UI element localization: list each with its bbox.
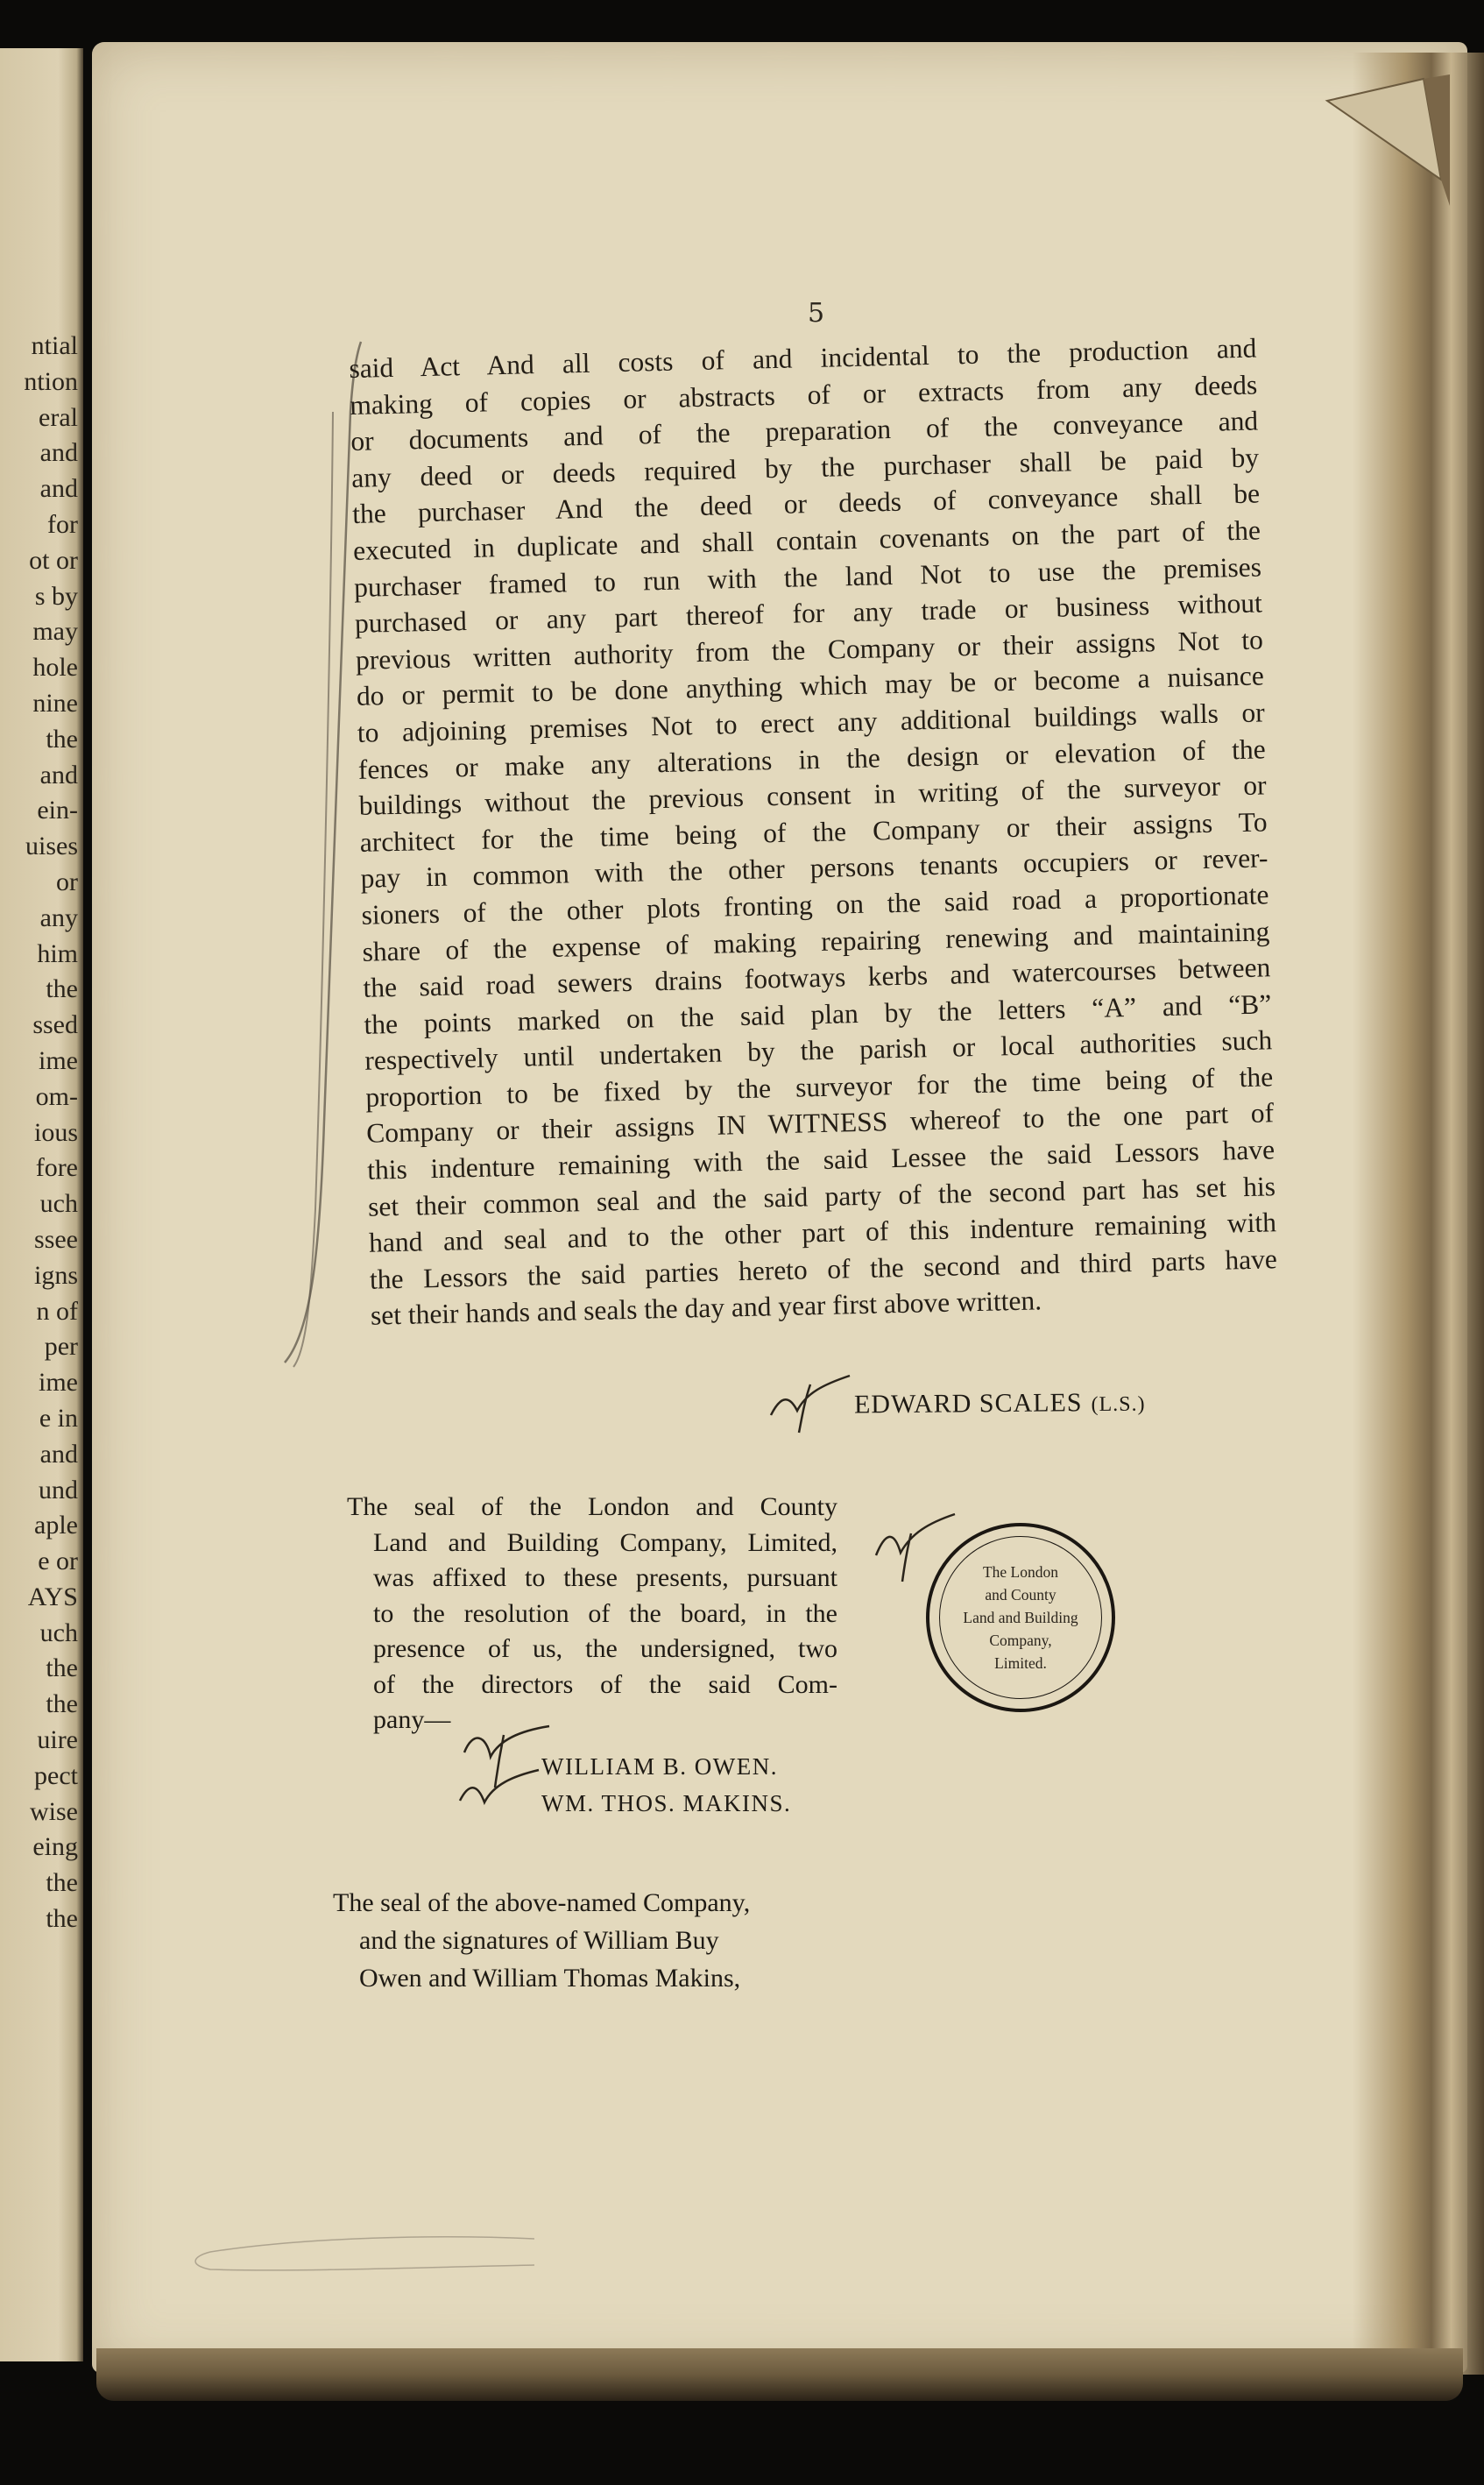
left-page-fragment: hole <box>32 653 78 683</box>
main-text-line: the purchaser And the deed or deeds of conveyance shall be <box>351 478 1261 530</box>
main-text-line: fences or make any alterations in the design or elevation of the <box>357 733 1266 785</box>
main-text-line: proportion to be fixed by the surveyor for the time being of the <box>364 1061 1274 1113</box>
left-page-fragment: om- <box>35 1081 78 1111</box>
page-bottom-edge <box>96 2348 1463 2401</box>
main-text-line: or documents and of the preparation of the conveyance and <box>350 405 1259 457</box>
left-page-fragment: the <box>46 724 78 754</box>
left-page-fragment: the <box>46 1689 78 1719</box>
signature-name: EDWARD SCALES <box>853 1388 1083 1419</box>
left-page-fragment: per <box>44 1332 78 1362</box>
main-text-line: to adjoining premises Not to erect any additional buildings walls or <box>357 697 1266 748</box>
company-seal-line: The London <box>982 1563 1058 1581</box>
seal-text-2-line: Owen and William Thomas Makins, <box>359 1964 741 1993</box>
left-page-fragment: may <box>32 617 78 647</box>
left-page-fragment: uises <box>25 832 78 861</box>
left-page-fragment: and <box>39 760 78 789</box>
company-seal-inner <box>939 1536 1102 1699</box>
main-text-line: previous written authority from the Company or their assigns Not to <box>355 624 1264 676</box>
directors-signatures <box>541 1748 791 1822</box>
director-owen: WILLIAM B. OWEN. <box>541 1753 778 1780</box>
main-text-line: purchaser framed to run with the land Not to use the premises <box>353 550 1262 603</box>
left-page-fragment: ssed <box>32 1010 78 1040</box>
left-page-fragment: ime <box>39 1368 78 1398</box>
main-text-line: this indenture remaining with the said Lessee the said Lessors have <box>366 1134 1276 1186</box>
seal-text-line: was affixed to these presents, pursuant <box>373 1563 837 1592</box>
main-text-line: respectively until undertaken by the parish or local authorities such <box>364 1024 1273 1077</box>
left-page-fragment: any <box>39 903 78 932</box>
seal-text-line: of the directors of the said Com- <box>373 1669 837 1699</box>
left-page-fragment: and <box>39 1439 78 1469</box>
left-page-fragment: ntion <box>24 366 78 396</box>
folded-corner <box>1318 74 1450 206</box>
left-page-fragment: ious <box>33 1117 78 1147</box>
left-page-fragment: nine <box>32 688 78 718</box>
left-page-fragment: und <box>39 1475 78 1504</box>
left-page-fragment: ntial <box>31 331 78 360</box>
signature-edward-scales <box>854 1388 1146 1420</box>
main-text-line: any deed or deeds required by the purchaser shall be paid by <box>350 442 1260 493</box>
left-page-fragment: wise <box>30 1796 78 1826</box>
left-page-fragment: uire <box>37 1725 78 1755</box>
left-page-fragment: uch <box>39 1189 78 1219</box>
left-page-fragment: ot or <box>29 545 78 575</box>
left-page-fragment: fore <box>35 1153 78 1183</box>
left-page-fragment: the <box>46 1904 78 1934</box>
left-page-fragment: ssee <box>34 1224 78 1254</box>
main-text-line: set their common seal and the said party of the second part has set his <box>367 1170 1276 1222</box>
left-page-fragment: ime <box>39 1045 78 1075</box>
company-seal <box>926 1523 1115 1712</box>
company-seal-line: Company, <box>989 1632 1052 1649</box>
company-seal-line: Land and Building <box>963 1609 1078 1626</box>
left-page-fragment: n of <box>36 1296 78 1326</box>
seal-text-2-line: The seal of the above-named Company, <box>333 1888 751 1917</box>
left-page-fragment: s by <box>34 581 78 611</box>
left-page-fragment: AYS <box>27 1582 78 1611</box>
seal-signatures-text <box>333 1884 750 1997</box>
left-page-fragment: or <box>56 867 78 896</box>
left-page-fragment: and <box>39 438 78 468</box>
signature-ls: (L.S.) <box>1091 1392 1146 1417</box>
left-page-edge <box>0 48 83 2361</box>
left-page-fragment: igns <box>33 1260 78 1290</box>
main-text-line: said Act And all costs of and incidental to the production and <box>349 332 1257 384</box>
left-page-fragment: eral <box>39 402 78 432</box>
left-page-fragment: the <box>46 1653 78 1683</box>
main-text-line: Company or their assigns IN WITNESS whereof to the one part of <box>365 1097 1275 1150</box>
left-page-fragment: ein- <box>37 796 78 825</box>
page-stack-edge <box>1353 53 1484 2375</box>
seal-text-line: pany— <box>373 1705 451 1734</box>
left-page-fragment: e or <box>38 1547 78 1576</box>
left-page-text <box>1 329 78 1937</box>
main-text-line: architect for the time being of the Company or their assigns To <box>359 806 1268 858</box>
main-text-line: sioners of the other plots fronting on the said road a proportionate <box>361 879 1269 931</box>
left-page-fragment: eing <box>32 1832 78 1862</box>
main-text-block <box>349 329 1278 1334</box>
page-number: 5 <box>808 298 825 329</box>
seal-text-line: Land and Building Company, Limited, <box>373 1527 837 1557</box>
main-text-line: share of the expense of making repairing renewing and maintaining <box>362 915 1270 967</box>
left-page-fragment: for <box>47 509 78 539</box>
left-page-fragment: pect <box>34 1760 78 1790</box>
main-text-line: the Lessors the said parties hereto of the second and third parts have <box>369 1243 1278 1295</box>
main-text-line: hand and seal and to the other part of this indenture remaining with <box>368 1207 1277 1258</box>
company-seal-line: Limited. <box>994 1654 1047 1672</box>
left-page-fragment: aple <box>34 1511 78 1540</box>
left-page-fragment: e in <box>39 1403 78 1433</box>
left-page-fragment: him <box>37 938 78 968</box>
main-text-line: buildings without the previous consent in writing of the surveyor or <box>358 769 1267 821</box>
left-page-fragment: the <box>46 974 78 1004</box>
main-text-line: executed in duplicate and shall contain covenants on the part of the <box>352 514 1261 566</box>
main-text-line: the said road sewers drains footways kerbs and watercourses between <box>363 952 1271 1003</box>
company-seal-line: and County <box>985 1586 1056 1604</box>
left-page-fragment: the <box>46 1868 78 1898</box>
left-page-fragment: uch <box>39 1618 78 1647</box>
director-makins: WM. THOS. MAKINS. <box>541 1790 792 1816</box>
main-text-line: set their hands and seals the day and year first above written. <box>370 1285 1042 1332</box>
main-text-line: do or permit to be done anything which may be or become a nuisance <box>356 660 1265 712</box>
seal-text-line: to the resolution of the board, in the <box>373 1598 837 1628</box>
main-text-line: pay in common with the other persons tenants occupiers or rever- <box>360 842 1268 895</box>
main-text-line: purchased or any part thereof for any trade or business without <box>354 587 1263 640</box>
seal-text-2-line: and the signatures of William Buy <box>359 1926 719 1955</box>
left-page-fragment: and <box>39 474 78 504</box>
main-text-line: making of copies or abstracts of or extracts from any deeds <box>350 369 1258 421</box>
seal-text-line: The seal of the London and County <box>347 1492 837 1521</box>
main-text-line: the points marked on the said plan by the letters “A” and “B” <box>364 988 1272 1040</box>
seal-text-line: presence of us, the undersigned, two <box>373 1634 837 1663</box>
seal-attestation <box>347 1490 837 1738</box>
